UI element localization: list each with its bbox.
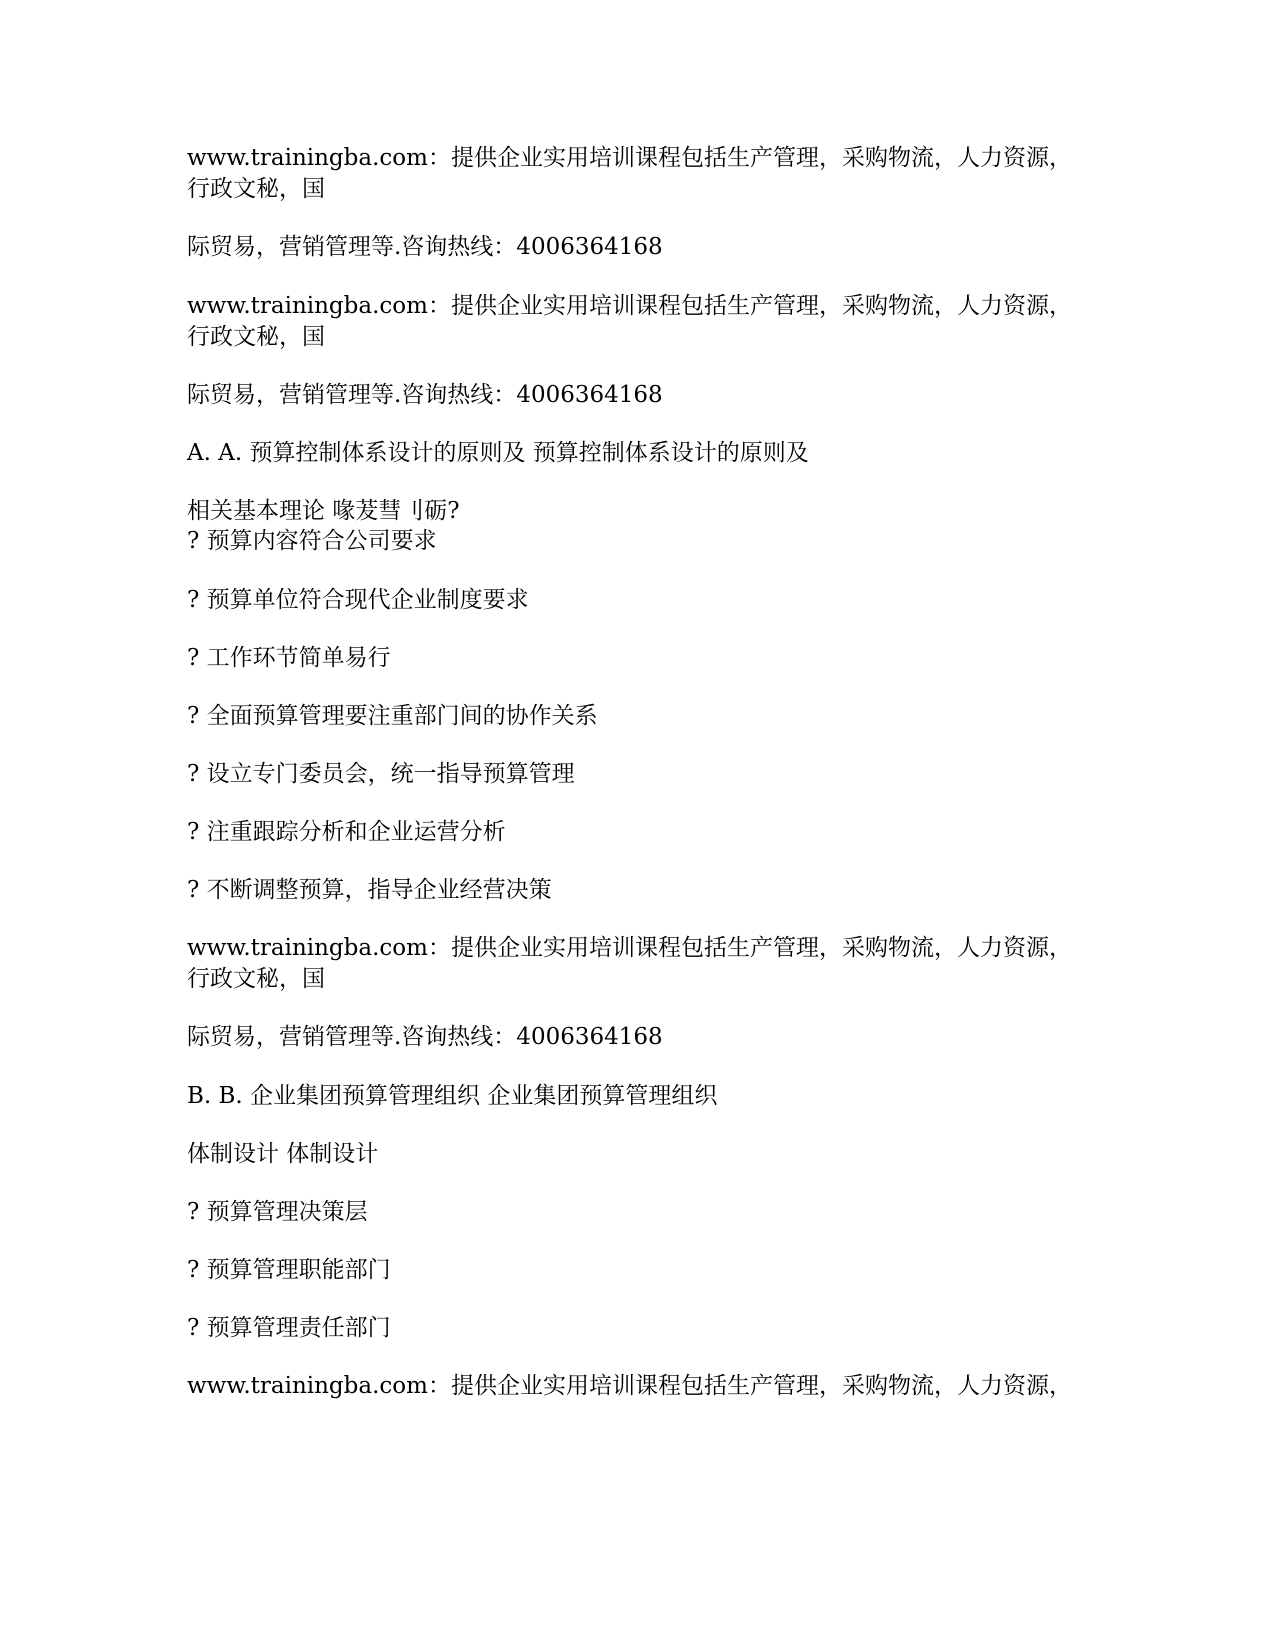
- section-heading-b: B. B. 企业集团预算管理组织 企业集团预算管理组织: [187, 1083, 718, 1109]
- ad-line-3a: www.trainingba.com：提供企业实用培训课程包括生产管理，采购物流，人力资源，: [187, 935, 1072, 961]
- section-subheading-b: 体制设计 体制设计: [187, 1141, 379, 1167]
- list-item: ? 预算管理决策层: [187, 1199, 368, 1225]
- ad-line-1a: www.trainingba.com：提供企业实用培训课程包括生产管理，采购物流，人力资源，: [187, 145, 1072, 171]
- list-item: ? 不断调整预算，指导企业经营决策: [187, 877, 552, 903]
- list-item: ? 全面预算管理要注重部门间的协作关系: [187, 703, 598, 729]
- ad-line-2c: 际贸易，营销管理等.咨询热线：4006364168: [187, 382, 663, 408]
- list-item: ? 预算内容符合公司要求: [187, 528, 437, 554]
- list-item: ? 工作环节简单易行: [187, 645, 391, 671]
- list-item: ? 预算单位符合现代企业制度要求: [187, 587, 529, 613]
- list-item: ? 注重跟踪分析和企业运营分析: [187, 819, 506, 845]
- ad-line-3b: 行政文秘，国: [187, 966, 325, 992]
- section-subheading-a: 相关基本理论 喙茇彗刂砺?: [187, 498, 460, 524]
- ad-line-3c: 际贸易，营销管理等.咨询热线：4006364168: [187, 1024, 663, 1050]
- ad-line-1c: 际贸易，营销管理等.咨询热线：4006364168: [187, 234, 663, 260]
- ad-line-2a: www.trainingba.com：提供企业实用培训课程包括生产管理，采购物流，人力资源，: [187, 293, 1072, 319]
- list-item: ? 设立专门委员会，统一指导预算管理: [187, 761, 575, 787]
- ad-line-4a: www.trainingba.com：提供企业实用培训课程包括生产管理，采购物流，人力资源，: [187, 1373, 1072, 1399]
- ad-line-2b: 行政文秘，国: [187, 324, 325, 350]
- ad-line-1b: 行政文秘，国: [187, 176, 325, 202]
- list-item: ? 预算管理责任部门: [187, 1315, 391, 1341]
- list-item: ? 预算管理职能部门: [187, 1257, 391, 1283]
- section-heading-a: A. A. 预算控制体系设计的原则及 预算控制体系设计的原则及: [187, 440, 809, 466]
